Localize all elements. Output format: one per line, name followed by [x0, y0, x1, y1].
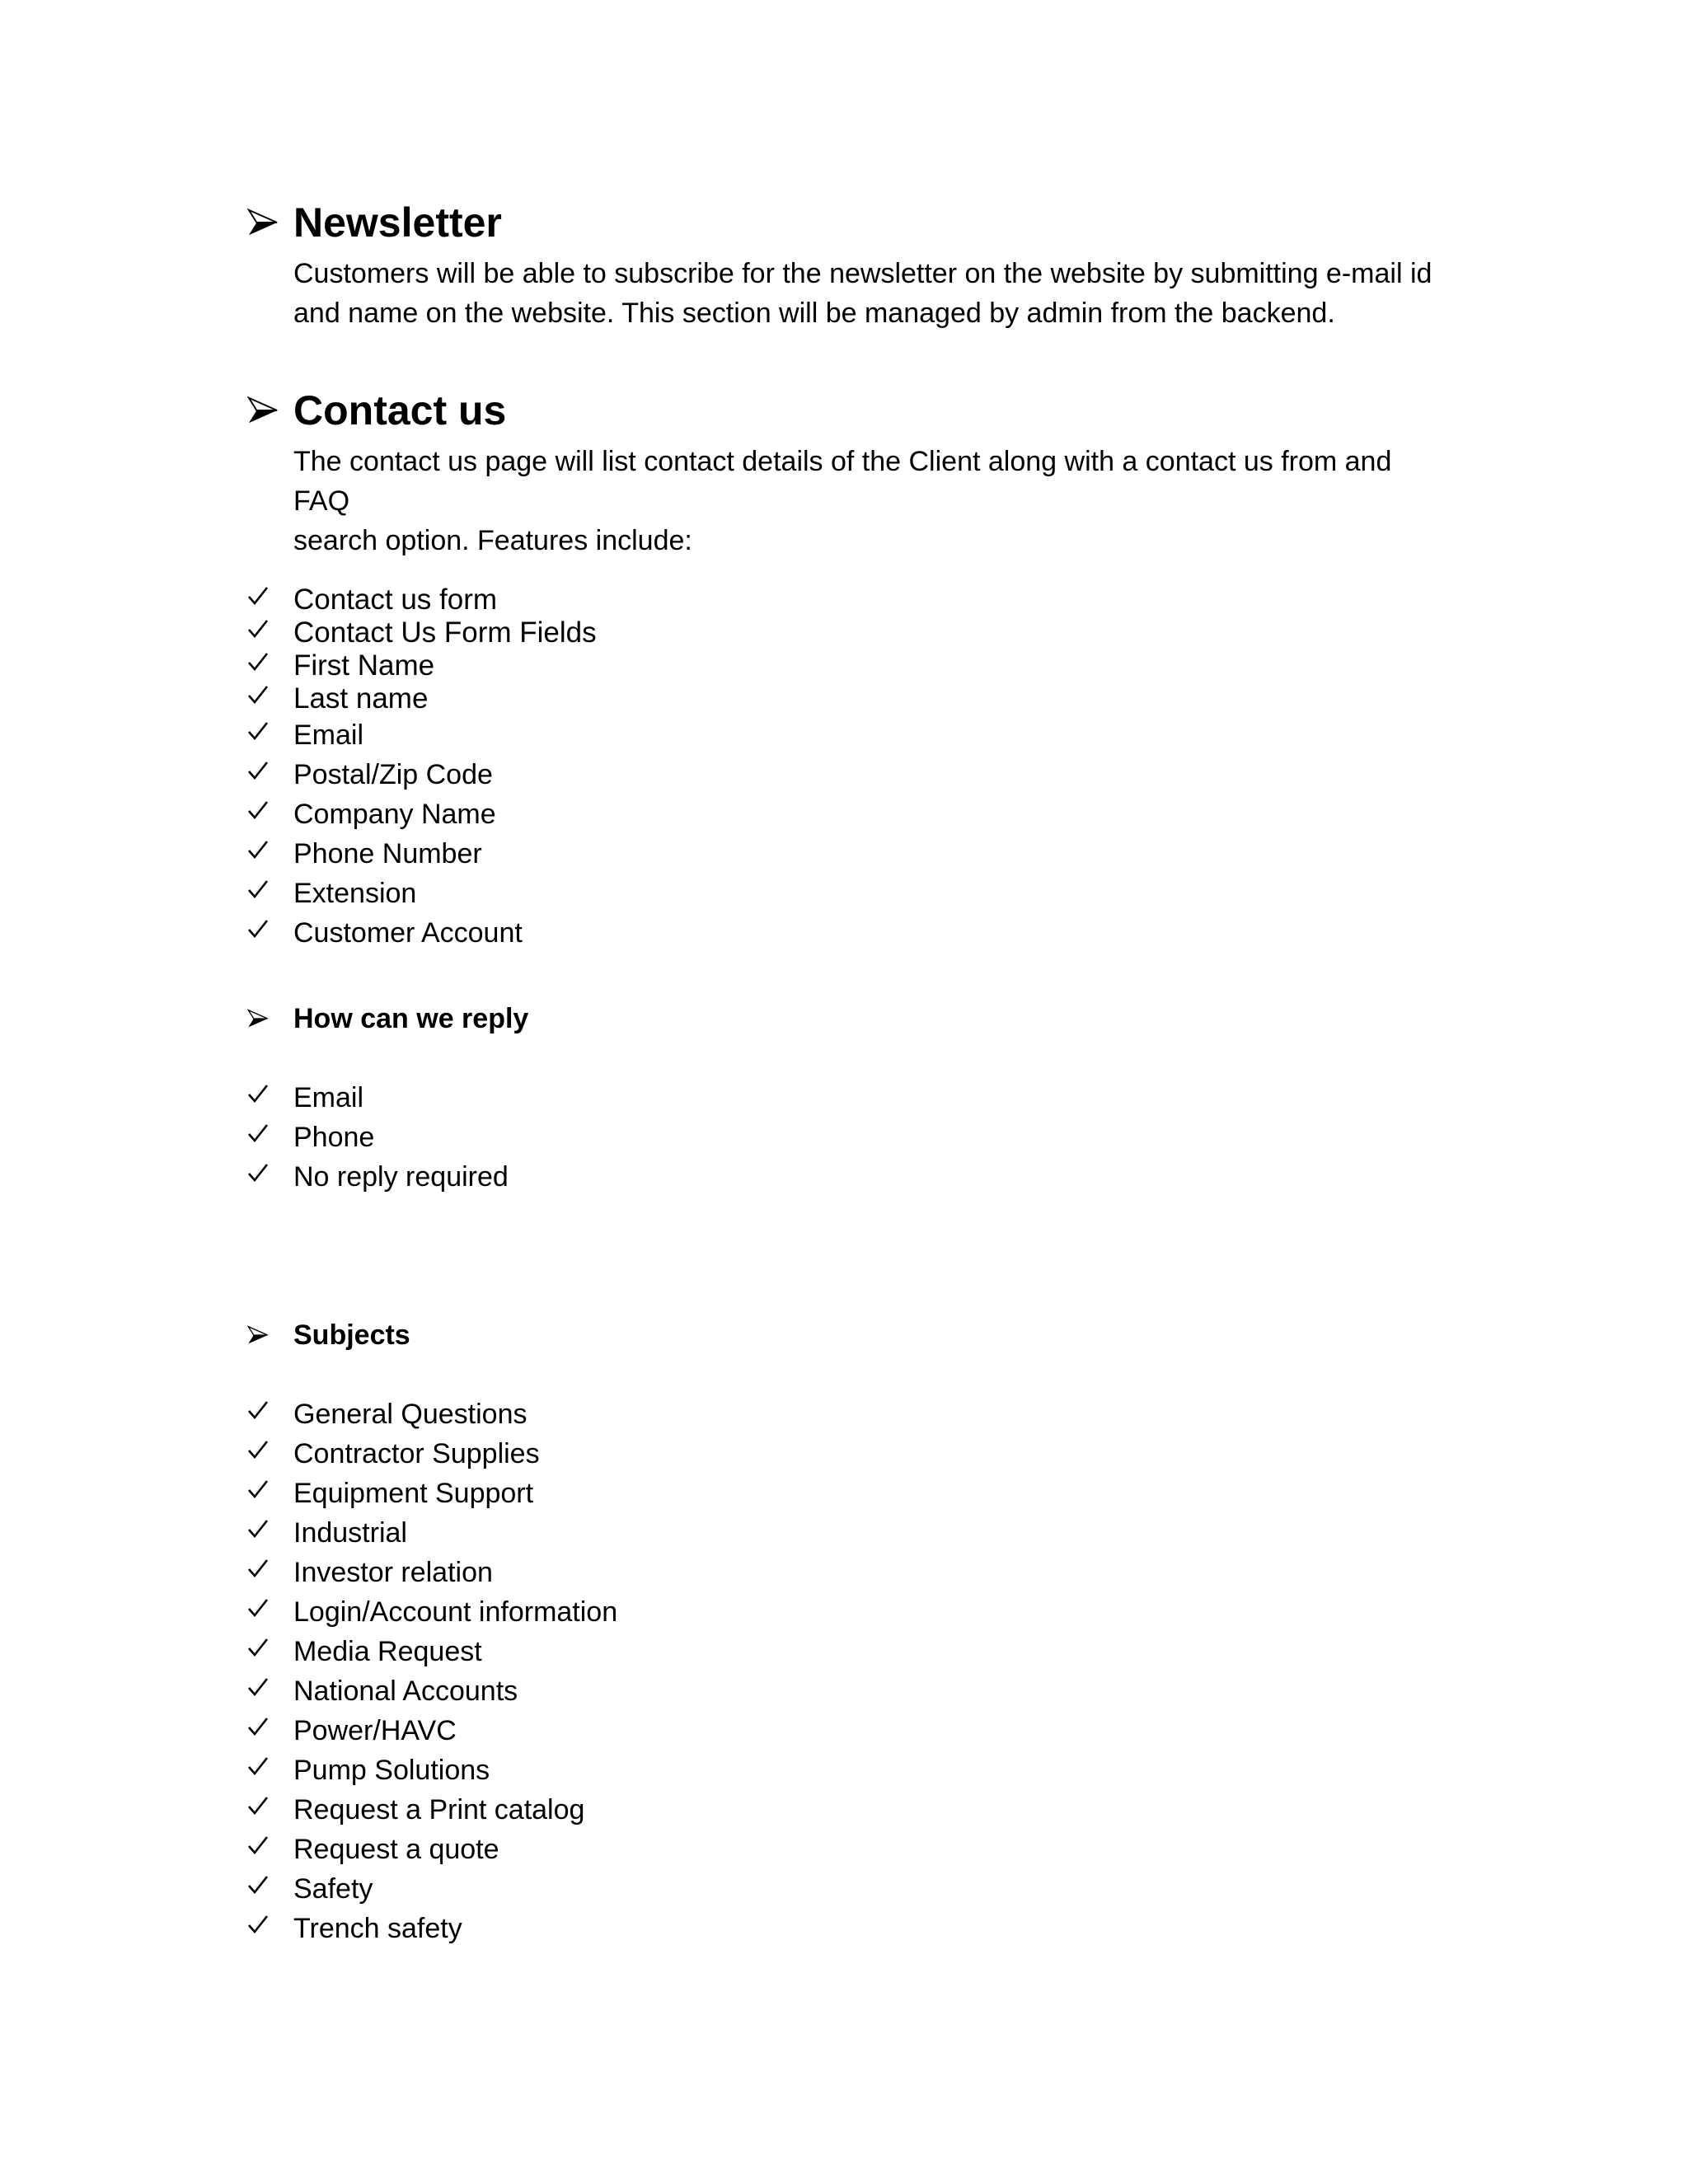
checkmark-icon [247, 1914, 269, 1935]
list-item: Request a Print catalog [247, 1790, 1451, 1830]
newsletter-paragraph-line: and name on the website. This section will be managed by admin from the backend. [293, 298, 1335, 329]
list-item: Request a quote [247, 1830, 1451, 1869]
contact-paragraph [247, 442, 1451, 560]
list-item: Safety [247, 1869, 1451, 1909]
newsletter-heading [247, 196, 1451, 249]
checkmark-icon [247, 1518, 269, 1540]
list-item: Contact us form [247, 583, 1451, 616]
list-item: Trench safety [247, 1909, 1451, 1948]
list-item: First Name [247, 649, 1451, 682]
checkmark-icon [247, 1558, 269, 1579]
checkmark-icon [247, 799, 269, 821]
subjects-heading [247, 1315, 1451, 1355]
list-item: Equipment Support [247, 1474, 1451, 1513]
list-item: Pump Solutions [247, 1750, 1451, 1790]
list-item: Postal/Zip Code [247, 755, 1451, 794]
checkmark-icon [247, 839, 269, 860]
contact-paragraph-line: search option. Features include: [293, 525, 692, 556]
list-item: Phone Number [247, 834, 1451, 874]
list-item: Email [247, 1078, 1451, 1118]
list-item: Investor relation [247, 1553, 1451, 1592]
checkmark-icon [247, 1676, 269, 1698]
reply-heading [247, 999, 1451, 1038]
contact-paragraph-line: The contact us page will list contact details of the Client along with a contact us from and FAQ [293, 446, 1392, 517]
checkmark-icon [247, 1122, 269, 1144]
checkmark-icon [247, 1637, 269, 1658]
checkmark-icon [247, 760, 269, 781]
newsletter-heading-text: Newsletter [293, 199, 502, 246]
list-item: Extension [247, 874, 1451, 913]
list-item: Contact Us Form Fields [247, 616, 1451, 649]
contact-fields-list [247, 715, 1451, 953]
list-item: Customer Account [247, 913, 1451, 953]
contact-form-list [247, 583, 1451, 715]
list-item: No reply required [247, 1157, 1451, 1197]
list-item: Email [247, 715, 1451, 755]
list-item: Last name [247, 682, 1451, 715]
checkmark-icon [247, 1083, 269, 1104]
checkmark-icon [247, 879, 269, 900]
checkmark-icon [247, 1716, 269, 1737]
checkmark-icon [247, 1439, 269, 1460]
checkmark-icon [247, 1479, 269, 1500]
checkmark-icon [247, 651, 269, 673]
subjects-heading-text: Subjects [293, 1319, 410, 1351]
checkmark-icon [247, 1835, 269, 1856]
list-item: Power/HAVC [247, 1711, 1451, 1750]
list-item: National Accounts [247, 1671, 1451, 1711]
checkmark-icon [247, 684, 269, 705]
checkmark-icon [247, 585, 269, 607]
list-item: Contractor Supplies [247, 1434, 1451, 1474]
list-item: Media Request [247, 1632, 1451, 1671]
subjects-list [247, 1394, 1451, 1948]
newsletter-paragraph [247, 254, 1451, 333]
arrow-bullet-icon [247, 1008, 269, 1029]
document-content [247, 196, 1451, 1948]
checkmark-icon [247, 1755, 269, 1777]
checkmark-icon [247, 1874, 269, 1896]
checkmark-icon [247, 720, 269, 742]
arrow-bullet-icon [247, 207, 279, 238]
reply-list [247, 1078, 1451, 1197]
contact-heading [247, 384, 1451, 437]
arrow-bullet-icon [247, 395, 279, 426]
list-item: Login/Account information [247, 1592, 1451, 1632]
checkmark-icon [247, 918, 269, 940]
checkmark-icon [247, 1795, 269, 1816]
list-item: Industrial [247, 1513, 1451, 1553]
list-item: Phone [247, 1118, 1451, 1157]
reply-heading-text: How can we reply [293, 1003, 529, 1034]
checkmark-icon [247, 1399, 269, 1421]
arrow-bullet-icon [247, 1324, 269, 1346]
checkmark-icon [247, 1597, 269, 1619]
checkmark-icon [247, 618, 269, 640]
newsletter-paragraph-line: Customers will be able to subscribe for the newsletter on the website by submitting e-mail id [293, 258, 1432, 289]
list-item: General Questions [247, 1394, 1451, 1434]
contact-heading-text: Contact us [293, 387, 507, 434]
list-item: Company Name [247, 794, 1451, 834]
checkmark-icon [247, 1162, 269, 1183]
